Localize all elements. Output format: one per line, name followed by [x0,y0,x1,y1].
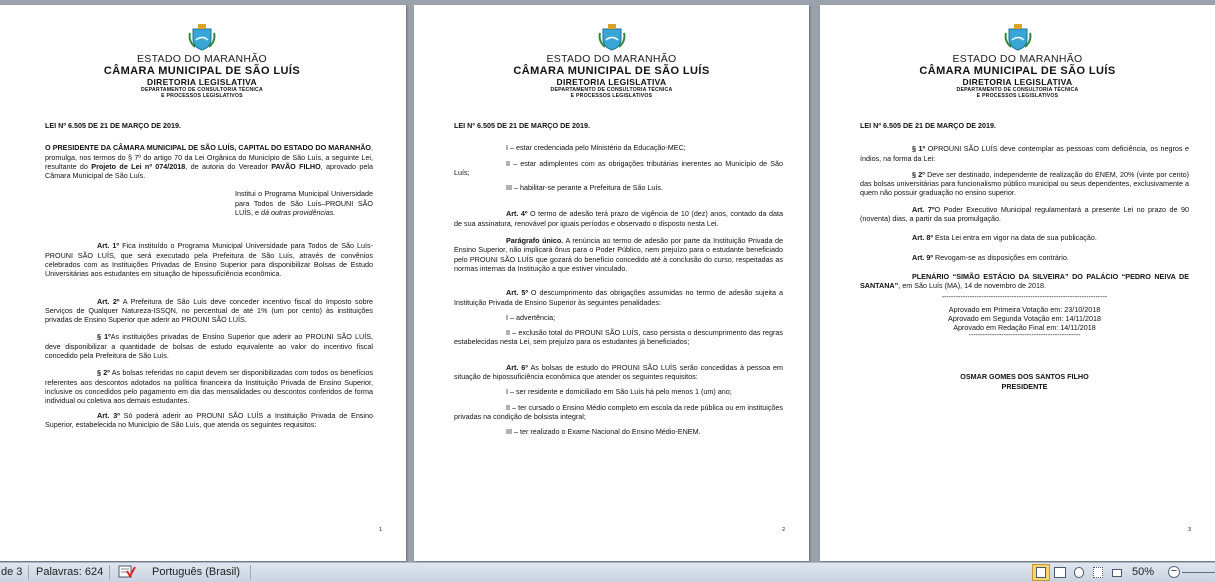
reading-view-icon [1054,567,1066,578]
requirement-item: I – estar credenciada pelo Ministério da Educação-MEC; [506,143,686,153]
requirement-item: I – ser residente e domiciliado em São Luís há pelo menos 1 (um) ano; [506,387,732,397]
header-state: ESTADO DO MARANHÃO [136,53,268,65]
article-label: Art. 7º [912,204,935,214]
status-bar [0,562,1215,582]
header-chamber: CÂMARA MUNICIPAL DE SÃO LUÍS [513,65,710,77]
zoom-out-button[interactable]: − [1168,566,1180,578]
article-text: Esta Lei entra em vigor na data de sua publicação. [933,233,1097,243]
article-text: O descumprimento das obrigações assumidas no termo de adesão sujeita a Instituição Privada de Ensino Superior às seguintes penalidades: [454,288,784,307]
article-text: O termo de adesão terá prazo de vigência de 10 (dez) anos, contado da data de sua assinatura, renovável por iguais períodos e observado o disposto nesta Lei. [454,209,783,228]
author-name: PAVÃO FILHO [271,161,321,171]
draft-icon [1112,569,1122,577]
article-label: Art. 2º [97,296,120,306]
article-label: Art. 3º [97,410,120,420]
law-title: LEI Nº 6.505 DE 21 DE MARÇO DE 2019. [860,121,997,130]
header-department: DEPARTAMENTO DE CONSULTORIA TÉCNICA [550,87,673,93]
document-page-3[interactable] [820,5,1215,561]
ementa [235,189,373,217]
header-directorate: DIRETORIA LEGISLATIVA [962,77,1073,87]
language-indicator[interactable]: Português (Brasil) [152,566,241,578]
ementa-text: Institui o Programa Municipal Universidade para Todos de São Luís–PROUNI SÃO LUÍS, e [235,189,373,218]
outline-view-button[interactable] [1089,564,1107,581]
print-layout-view-button[interactable] [1032,564,1050,581]
article-6 [454,363,783,382]
bill-number: Projeto de Lei nº 074/2018 [91,161,186,171]
divider: ------------------------------------------------ [968,332,1081,340]
signatory-role: PRESIDENTE [1001,381,1048,391]
paragraph-label: § 2º [97,368,110,378]
paragraph-label: § 2º [912,169,925,179]
page-number: 3 [1187,526,1191,533]
status-divider [250,565,251,580]
coat-of-arms-icon [1003,23,1033,51]
article-7 [860,205,1189,224]
ementa-italic: dá outras providências. [260,208,336,218]
law-title: LEI Nº 6.505 DE 21 DE MARÇO DE 2019. [45,121,182,130]
word-count[interactable]: Palavras: 624 [36,566,104,578]
header-directorate: DIRETORIA LEGISLATIVA [556,77,667,87]
header-chamber: CÂMARA MUNICIPAL DE SÃO LUÍS [919,65,1116,77]
paragraph-label: § 1º [97,332,111,342]
article-8 [860,233,1189,242]
document-page-2[interactable] [414,5,809,561]
page-header [820,23,1215,99]
header-department-2: E PROCESSOS LEGISLATIVOS [570,93,653,100]
plenary-statement [860,272,1189,291]
page-body [45,121,373,429]
article-label: Art. 1º [97,241,120,251]
paragraph-1 [860,144,1189,163]
article-text: As bolsas de estudo do PROUNI SÃO LUÍS serão concedidas à pessoa em situação de hipossuficiência econômica que atender os seguintes requisitos: [454,362,783,382]
page-body [860,121,1189,391]
article-2 [45,297,373,325]
preamble-text-3: , aprovado pela Câmara Municipal de São Luís. [45,161,373,181]
paragraph-1 [45,332,373,360]
plenary-name: PLENÁRIO “SIMÃO ESTÁCIO DA SILVEIRA” DO PALÁCIO “PEDRO NEIVA DE SANTANA” [860,271,1189,291]
law-title: LEI Nº 6.505 DE 21 DE MARÇO DE 2019. [454,121,591,130]
article-label: Art. 5º [506,288,528,298]
article-text: Fica instituído o Programa Municipal Universidade para Todos de São Luís-PROUNI SÃO LUÍS, que será executado pela Prefeitura de São Luís, através de convênios celebrados com as Instituições Privadas de Ensino Superior para disponibilizar Bolsas de Estudo Universitárias aos estudantes em situação de hipossuficiência econômica. [45,241,374,279]
page-body [454,121,783,437]
coat-of-arms-icon [187,23,217,51]
outline-icon [1093,567,1103,578]
signatory-name: OSMAR GOMES DOS SANTOS FILHO [960,372,1089,382]
header-chamber: CÂMARA MUNICIPAL DE SÃO LUÍS [103,65,301,77]
zoom-slider[interactable] [1182,572,1215,573]
page-number: 2 [781,526,785,533]
article-label: Art. 9º [912,252,933,262]
penalty-item: II – exclusão total do PROUNI SÃO LUÍS, caso persista o descumprimento das regras estabelecidas nesta Lei, sem prejuízo para os estudantes já beneficiados; [454,328,783,347]
page-header [0,23,406,99]
page-header [414,23,809,99]
preamble-bold: O PRESIDENTE DA CÂMARA MUNICIPAL DE SÃO LUÍS, CAPITAL DO ESTADO DO MARANHÃO [45,143,371,153]
requirement-item: III – ter realizado o Exame Nacional do Ensino Médio-ENEM. [506,427,701,437]
zoom-level[interactable]: 50% [1132,566,1155,578]
article-label: Art. 6º [506,362,528,372]
sole-paragraph [454,236,783,273]
penalty-item: I – advertência; [506,312,556,322]
requirement-item: III – habilitar-se perante a Prefeitura de São Luís. [506,183,664,193]
vote-record: Aprovado em Segunda Votação em: 14/11/2018 [948,313,1101,323]
article-label: Art. 8º [912,233,933,243]
header-state: ESTADO DO MARANHÃO [546,53,677,65]
article-9 [860,253,1189,262]
coat-of-arms-icon [597,23,627,51]
article-5 [454,288,783,307]
preamble-text-2: , de autoria do Vereador [185,161,272,171]
header-department-2: E PROCESSOS LEGISLATIVOS [161,93,243,100]
article-text: Só poderá aderir ao PROUNI SÃO LUÍS a Instituição Privada de Ensino Superior, estabelecida no Município de São Luís, que atenda os seguintes requisitos: [45,410,373,429]
article-text: O Poder Executivo Municipal regulamentará a presente Lei no prazo de 90 (noventa) dias, a partir da sua promulgação. [860,204,1189,224]
header-department: DEPARTAMENTO DE CONSULTORIA TÉCNICA [956,87,1079,93]
article-1 [45,241,373,278]
page-indicator[interactable]: de 3 [1,566,23,578]
print-layout-icon [1036,567,1046,578]
web-layout-icon [1074,567,1084,578]
header-department-2: E PROCESSOS LEGISLATIVOS [976,93,1059,100]
article-label: Art. 4º [506,209,528,219]
paragraph-text: As bolsas referidas no caput devem ser disponibilizadas com todos os benefícios referentes aos descontos adotados na política financeira da Instituição Privada de Ensino Superior, inclusive os concedidos pelo pagamento em dia das mensalidades ou descontos conferidos de forma individual ou coletiva aos demais estudantes. [45,368,373,406]
header-directorate: DIRETORIA LEGISLATIVA [147,77,257,87]
article-4 [454,209,783,228]
header-state: ESTADO DO MARANHÃO [952,53,1083,65]
requirement-item: II – ter cursado o Ensino Médio completo em escola da rede pública ou em instituições privadas na condição de bolsista integral; [454,402,783,421]
page-number: 1 [378,526,382,533]
header-department: DEPARTAMENTO DE CONSULTORIA TÉCNICA [141,87,263,93]
status-divider [109,565,110,580]
paragraph-text: OPROUNI SÃO LUÍS deve contemplar as pessoas com deficiência, os negros e índios, na forma da Lei: [860,144,1189,163]
divider: ----------------------------------------------------------------------- [941,293,1108,301]
vote-record: Aprovado em Primeira Votação em: 23/10/2018 [948,304,1101,314]
proofing-icon[interactable] [118,564,136,582]
document-page-1[interactable] [0,5,406,561]
paragraph-label: Parágrafo único. [506,236,564,246]
preamble [45,143,373,180]
web-layout-view-button[interactable] [1070,564,1088,581]
draft-view-button[interactable] [1108,564,1126,581]
preamble-text: , promulga, nos termos do § 7º do artigo 70 da Lei Orgânica do Município de São Luís, a seguinte Lei, resultante do [45,143,373,171]
article-text: Revogam-se as disposições em contrário. [933,252,1069,262]
plenary-date: , em São Luís (MA), 14 de novembro de 2018. [898,281,1047,291]
paragraph-text: Deve ser destinado, independente de realização do ENEM, 20% (vinte por cento) das bolsas universitárias para funcionalismo público municipal ou seus dependentes, exclusivamente a quem não possuir graduação no ensino superior. [860,169,1189,198]
paragraph-2 [45,368,373,405]
article-text: A Prefeitura de São Luís deve conceder incentivo fiscal do Imposto sobre Serviços de Qualquer Natureza-ISSQN, no percentual de até 1% (um por cento) às instituições privadas de Ensino Superior que aderir ao PROUNI SÃO LUÍS. [45,296,373,325]
full-screen-reading-button[interactable] [1051,564,1069,581]
paragraph-label: § 1º [912,144,926,154]
requirement-item: II – estar adimplentes com as obrigações tributárias inerentes ao Município de São Luís; [454,158,783,177]
article-3 [45,411,373,430]
paragraph-2 [860,170,1189,198]
paragraph-text: As instituições privadas de Ensino Superior que aderir ao PROUNI SÃO LUÍS, deve disponibilizar a quantidade de bolsas de estudo equivalente ao valor do incentivo fiscal concedido pela Prefeitura de São Luís. [45,332,373,361]
vote-record: Aprovado em Redação Final em: 14/11/2018 [953,323,1096,333]
status-divider [28,565,29,580]
paragraph-text: A renúncia ao termo de adesão por parte da Instituição Privada de Ensino Superior, não implicará ônus para o Poder Público, nem prejuízo para o estudante beneficiado pelo PROUNI SÃO LUÍS que gozará do benefício concedido até à conclusão do curso, respeitadas as normas internas da Instituição a que estiver vinculado. [454,236,783,273]
